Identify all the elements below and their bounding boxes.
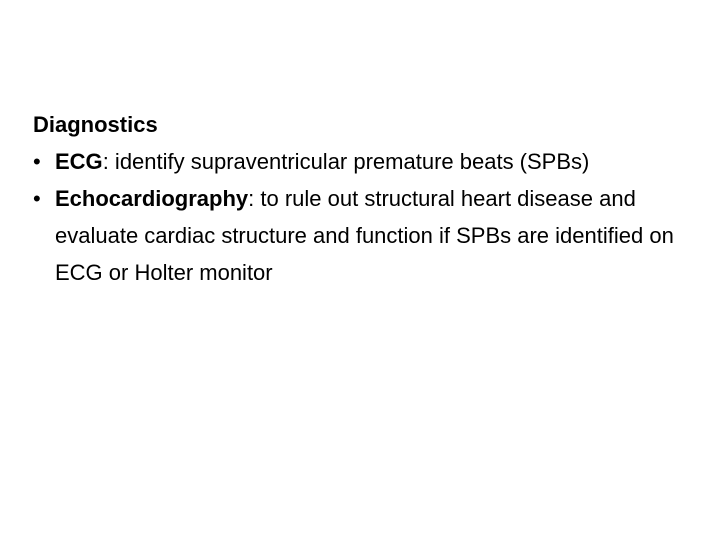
bullet-term: ECG (55, 149, 103, 174)
slide-heading: Diagnostics (33, 112, 158, 137)
slide-content (33, 106, 693, 291)
bullet-separator: : (248, 186, 255, 211)
bullet-item-echocardiography (33, 180, 693, 291)
bullet-list (33, 143, 693, 291)
bullet-text: to rule out structural heart disease and evaluate cardiac structure and function if SPBs are identified on ECG or Holter monitor (55, 186, 674, 285)
bullet-term: Echocardiography (55, 186, 249, 211)
bullet-marker: • (33, 149, 41, 174)
bullet-item-ecg (33, 143, 693, 180)
bullet-marker: • (33, 186, 41, 211)
bullet-separator: : (102, 149, 109, 174)
bullet-text: identify supraventricular premature beats (SPBs) (108, 149, 590, 174)
